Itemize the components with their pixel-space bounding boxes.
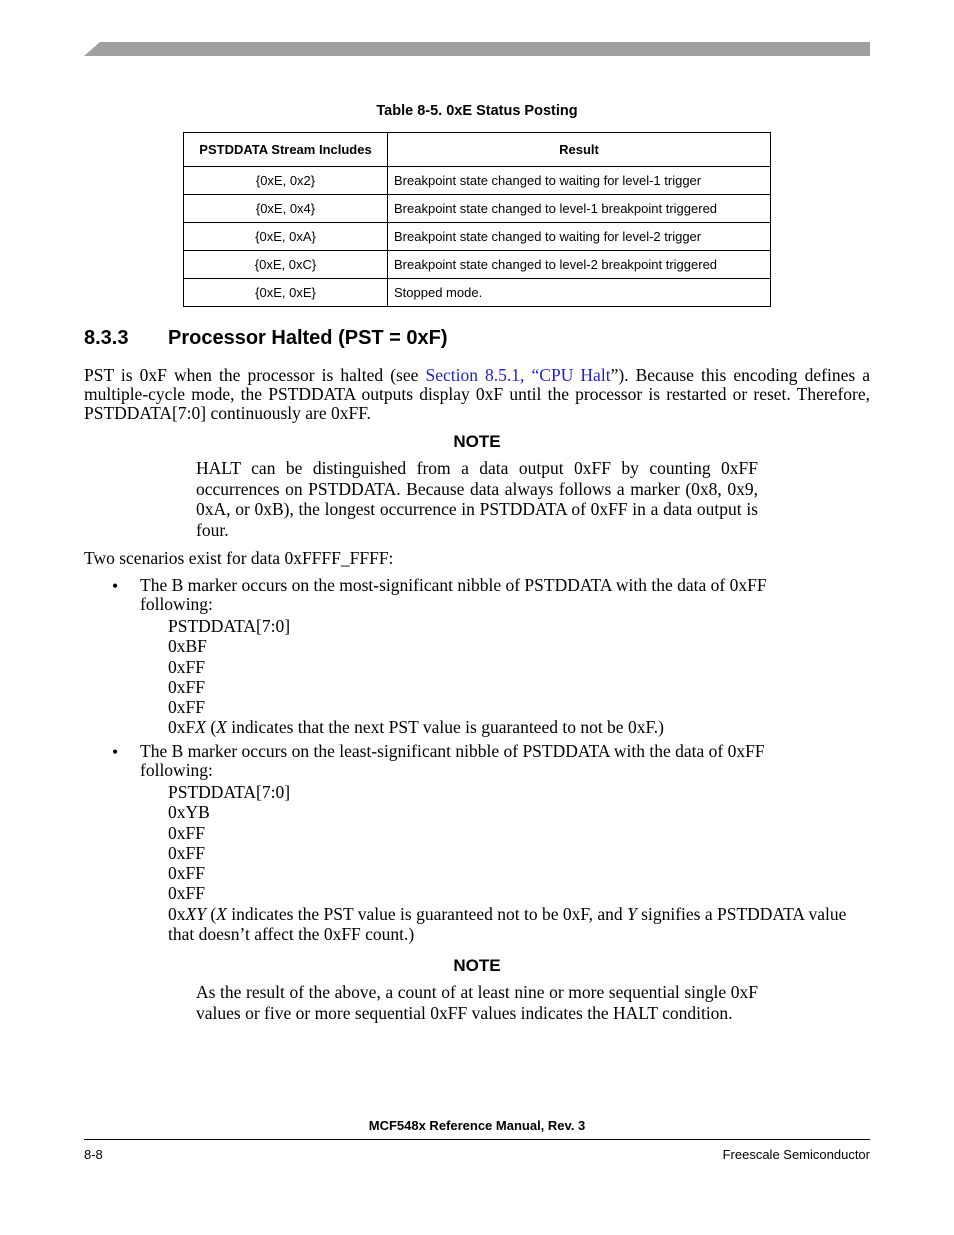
cpu-halt-link[interactable]: Section 8.5.1, “CPU Halt: [425, 365, 611, 385]
intro-text-start: PST is 0xF when the processor is halted (see: [84, 365, 426, 385]
footer-company: Freescale Semiconductor: [722, 1147, 870, 1162]
bullet-text: The B marker occurs on the most-significant nibble of PSTDDATA with the data of 0xFF following:: [140, 575, 767, 614]
bullet-text: The B marker occurs on the least-significant nibble of PSTDDATA with the data of 0xFF following:: [140, 741, 765, 780]
intro-paragraph: [84, 366, 870, 423]
table-row: [184, 195, 771, 223]
sequence-line: 0xFF: [168, 883, 205, 904]
table-cell-result: Breakpoint state changed to waiting for level-1 trigger: [388, 167, 771, 195]
table-cell-stream: {0xE, 0x2}: [184, 167, 388, 195]
note-title: NOTE: [453, 956, 501, 975]
sequence-line-last: 0xXY (X indicates the PST value is guaranteed not to be 0xF, and Y signifies a PSTDDATA value that doesn’t affect the 0xFF count.): [168, 903, 847, 945]
bullet2-data-sequence: [168, 782, 868, 944]
column-header-stream: PSTDDATA Stream Includes: [184, 133, 388, 167]
bullet1-data-sequence: [168, 616, 868, 738]
table-row: [184, 167, 771, 195]
table-row: [184, 223, 771, 251]
table-row: [184, 279, 771, 307]
sequence-line: 0xFF: [168, 697, 205, 718]
table-cell-result: Breakpoint state changed to waiting for level-2 trigger: [388, 223, 771, 251]
footer-divider: [84, 1139, 870, 1140]
sequence-line: 0xBF: [168, 636, 207, 657]
section-heading: [84, 327, 448, 350]
table-cell-result: Stopped mode.: [388, 279, 771, 307]
note-body: As the result of the above, a count of at least nine or more sequential single 0xF values or five or more sequential 0xFF values indicates the HALT condition.: [196, 982, 758, 1023]
sequence-line: 0xYB: [168, 802, 210, 823]
table-cell-stream: {0xE, 0xE}: [184, 279, 388, 307]
table-header-row: [184, 133, 771, 167]
intro-text-end: ”). Because this encoding defines a multiple-cycle mode, the PSTDDATA outputs display 0xF until the processor is restarted or reset. Therefore, PSTDDATA[7:0] continuously are 0xFF.: [84, 365, 870, 423]
bullet-symbol: •: [112, 576, 119, 596]
table-caption: Table 8-5. 0xE Status Posting: [376, 103, 578, 119]
sequence-line: 0xFF: [168, 676, 205, 697]
header-bar: [84, 42, 870, 56]
note-body: HALT can be distinguished from a data output 0xFF by counting 0xFF occurrences on PSTDDATA. Because data always follows a marker (0x8, 0x9, 0xA, or 0xB), the longest occurrence in PSTDDATA of 0xFF in a data output is four.: [196, 458, 758, 540]
table-cell-result: Breakpoint state changed to level-1 breakpoint triggered: [388, 195, 771, 223]
table-cell-stream: {0xE, 0xC}: [184, 251, 388, 279]
sequence-line: 0xFF: [168, 842, 205, 863]
table-cell-result: Breakpoint state changed to level-2 breakpoint triggered: [388, 251, 771, 279]
bullet-symbol: •: [112, 742, 119, 762]
table-row: [184, 251, 771, 279]
section-number: 8.3.3: [84, 327, 129, 349]
status-posting-table: [183, 132, 771, 307]
column-header-result: Result: [388, 133, 771, 167]
sequence-line: PSTDDATA[7:0]: [168, 616, 291, 636]
sequence-line: 0xFF: [168, 863, 205, 884]
sequence-line-last: 0xFX (X indicates that the next PST value is guaranteed to not be 0xF.): [168, 717, 664, 738]
note-title: NOTE: [453, 432, 501, 451]
scenarios-intro: Two scenarios exist for data 0xFFFF_FFFF:: [84, 548, 394, 568]
section-title: Processor Halted (PST = 0xF): [168, 327, 448, 349]
sequence-line: 0xFF: [168, 656, 205, 677]
sequence-line: 0xFF: [168, 822, 205, 843]
footer-title: MCF548x Reference Manual, Rev. 3: [368, 1118, 586, 1133]
page-number: 8-8: [84, 1147, 103, 1162]
sequence-line: PSTDDATA[7:0]: [168, 782, 291, 802]
table-cell-stream: {0xE, 0xA}: [184, 223, 388, 251]
table-cell-stream: {0xE, 0x4}: [184, 195, 388, 223]
